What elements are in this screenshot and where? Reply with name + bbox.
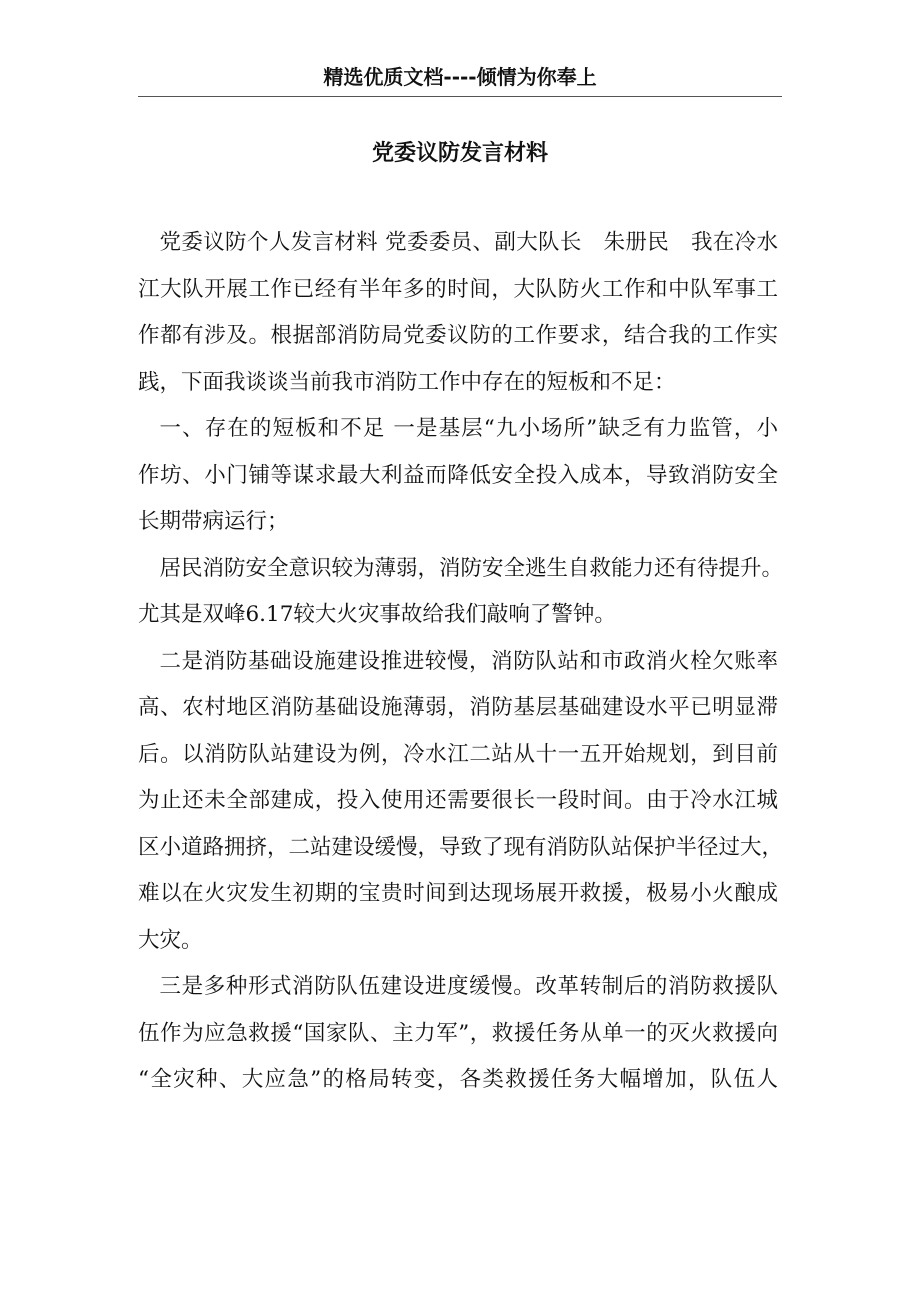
text-line: 难以在火灾发生初期的宝贵时间到达现场展开救援，极易小火酿成 (138, 881, 778, 906)
text-line: 长期带病运行； (138, 509, 289, 534)
text-line: 高、农村地区消防基础设施薄弱，消防基层基础建设水平已明显滞 (138, 695, 778, 720)
paragraph (138, 964, 778, 1104)
page-header (138, 62, 782, 97)
text-line: 大灾。 (138, 927, 203, 953)
text-line: 作都有涉及。根据部消防局党委议防的工作要求，结合我的工作实 (138, 323, 778, 348)
text-line: 伍作为应急救援“国家队、主力军”，救援任务从单一的灭火救援向 (138, 1020, 778, 1046)
paragraph (138, 406, 778, 546)
text-line: “全灾种、大应急”的格局转变，各类救援任务大幅增加，队伍人 (138, 1067, 778, 1092)
text-line: 党委议防个人发言材料 党委委员、副大队长 朱册民 我在冷水 (159, 230, 778, 255)
document-title: 党委议防发言材料 (371, 141, 548, 166)
document-body (138, 220, 784, 1104)
text-line: 后。以消防队站建设为例，冷水江二站从十一五开始规划，到目前 (138, 741, 778, 767)
text-line: 区小道路拥挤，二站建设缓慢，导致了现有消防队站保护半径过大， (138, 834, 784, 860)
text-line: 二是消防基础设施建设推进较慢，消防队站和市政消火栓欠账率 (159, 648, 778, 674)
text-line: 践，下面我谈谈当前我市消防工作中存在的短板和不足： (138, 369, 676, 395)
text-line: 一、存在的短板和不足 一是基层“九小场所”缺乏有力监管，小 (159, 416, 778, 441)
header-text: 精选优质文档----倾情为你奉上 (323, 65, 597, 89)
paragraph (138, 639, 784, 965)
text-line: 为止还未全部建成，投入使用还需要很长一段时间。由于冷水江城 (138, 788, 778, 813)
text-line: 三是多种形式消防队伍建设进度缓慢。改革转制后的消防救援队 (159, 974, 778, 999)
text-line: 尤其是双峰6.17较大火灾事故给我们敲响了警钟。 (138, 602, 616, 627)
paragraph (138, 546, 784, 639)
text-line: 江大队开展工作已经有半年多的时间，大队防火工作和中队军事工 (138, 276, 778, 302)
text-line: 作坊、小门铺等谋求最大利益而降低安全投入成本，导致消防安全 (138, 462, 778, 488)
paragraph (138, 220, 778, 406)
text-line: 居民消防安全意识较为薄弱，消防安全逃生自救能力还有待提升。 (159, 555, 784, 581)
